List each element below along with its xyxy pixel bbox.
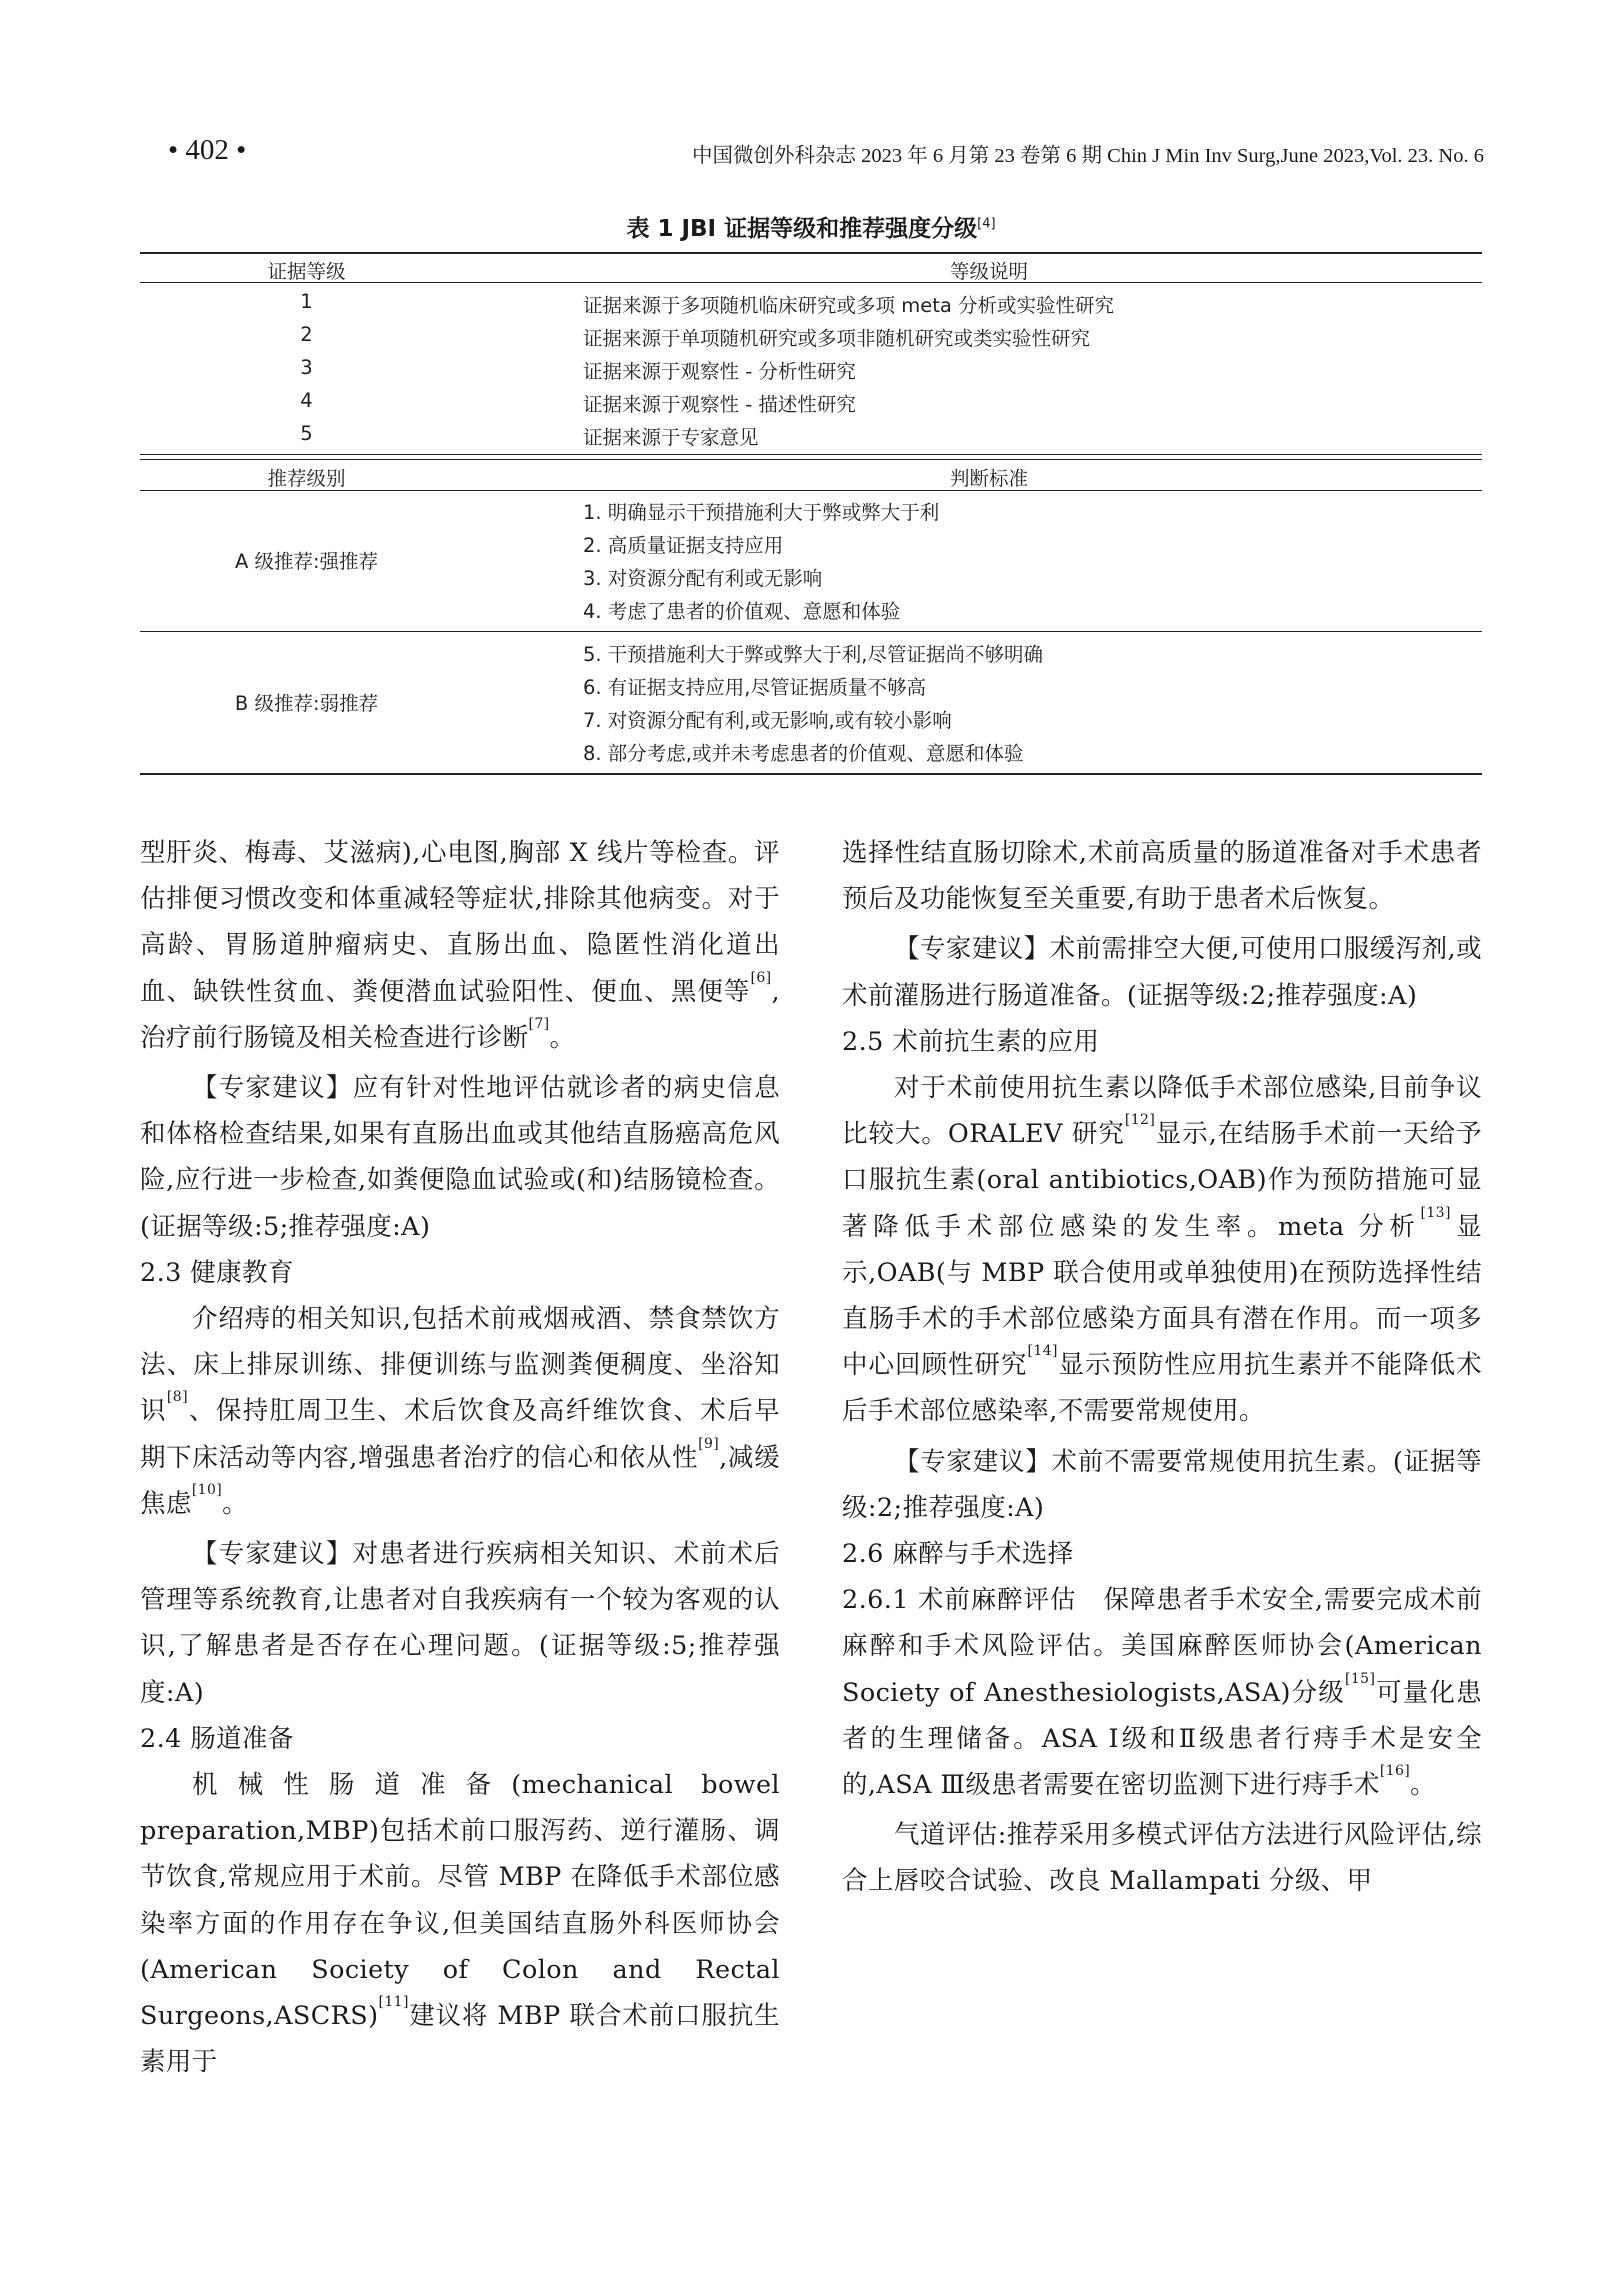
evidence-level-header: 证据等级 (267, 260, 346, 283)
left-column (140, 830, 780, 2085)
table-caption-ref: [4] (977, 216, 996, 232)
page-number: • 402 • (168, 134, 247, 166)
running-header (0, 134, 1622, 174)
rec-grade: A 级推荐:强推荐 (234, 550, 379, 573)
evidence-level: 1 (300, 290, 313, 313)
rec-criterion: 8. 部分考虑,或并未考虑患者的价值观、意愿和体验 (583, 742, 1024, 765)
section-heading-2-5: 2.5 术前抗生素的应用 (842, 1026, 1100, 1057)
table-mid-rule-1 (140, 454, 1482, 455)
citation-ref: [8] (166, 1389, 188, 1406)
citation-ref: [16] (1379, 1763, 1411, 1780)
body-paragraph: 机械性肠道准备(mechanical bowel preparation,MBP)包括术前口服泻药、逆行灌肠、调节饮食,常规应用于术前。尽管 MBP 在降低手术部位感染率方面的作用存在争议,但美国结直肠外科医师协会(American Society of Colon and Rectal Surgeons,ASCRS)[11]建议将 MBP 联合术前口服抗生素用于 (140, 1770, 780, 2078)
table-top-rule (140, 252, 1482, 254)
evidence-desc: 证据来源于单项随机研究或多项非随机研究或类实验性研究 (583, 327, 1091, 350)
rec-criterion: 6. 有证据支持应用,尽管证据质量不够高 (583, 676, 927, 699)
rec-criterion: 1. 明确显示干预措施利大于弊或弊大于利 (583, 501, 940, 524)
expert-recommendation: 【专家建议】对患者进行疾病相关知识、术前术后管理等系统教育,让患者对自我疾病有一个较为客观的认识,了解患者是否存在心理问题。(证据等级:5;推荐强度:A) (140, 1539, 780, 1708)
citation-ref: [14] (1027, 1343, 1058, 1360)
rec-criterion: 7. 对资源分配有利,或无影响,或有较小影响 (583, 709, 952, 732)
citation-ref: [11] (378, 1994, 409, 2011)
evidence-desc: 证据来源于专家意见 (583, 426, 759, 449)
citation-ref: [13] (1420, 1204, 1451, 1221)
subsection-heading-2-6-1: 2.6.1 术前麻醉评估 (842, 1585, 1077, 1616)
citation-ref: [12] (1124, 1112, 1156, 1129)
citation-ref: [6] (750, 969, 772, 986)
citation-ref: [15] (1344, 1670, 1376, 1687)
rec-criterion: 3. 对资源分配有利或无影响 (583, 567, 823, 590)
rec-criteria-header: 判断标准 (950, 467, 1029, 490)
rec-criterion: 2. 高质量证据支持应用 (583, 534, 784, 557)
evidence-desc: 证据来源于观察性 - 分析性研究 (583, 360, 856, 383)
evidence-level: 3 (300, 356, 313, 379)
table-caption-text: 表 1 JBI 证据等级和推荐强度分级 (626, 216, 978, 242)
body-paragraph: 气道评估:推荐采用多模式评估方法进行风险评估,综合上唇咬合试验、改良 Mallampati 分级、甲 (842, 1820, 1482, 1897)
body-paragraph: 2.6.1 术前麻醉评估 保障患者手术安全,需要完成术前麻醉和手术风险评估。美国麻醉医师协会(American Society of Anesthesiologists,ASA)分级[15]可量化患者的生理储备。ASA Ⅰ级和Ⅱ级患者行痔手术是安全的,ASA Ⅲ级患者需要在密切监测下进行痔手术[16]。 (842, 1585, 1482, 1801)
citation-ref: [10] (191, 1481, 223, 1498)
evidence-level: 4 (300, 389, 313, 412)
table-mid-rule-2 (140, 459, 1482, 460)
body-paragraph: 对于术前使用抗生素以降低手术部位感染,目前争议比较大。ORALEV 研究[12]显示,在结肠手术前一天给予口服抗生素(oral antibiotics,OAB)作为预防措施可显著降低手术部位感染的发生率。meta 分析[13]显示,OAB(与 MBP 联合使用或单独使用)在预防选择性结直肠手术的手术部位感染方面具有潜在作用。而一项多中心回顾性研究[14]显示预防性应用抗生素并不能降低术后手术部位感染率,不需要常规使用。 (842, 1073, 1482, 1427)
journal-citation: 中国微创外科杂志 2023 年 6 月第 23 卷第 6 期 Chin J Min Inv Surg,June 2023,Vol. 23. No. 6 (692, 145, 1484, 167)
right-column (842, 830, 1482, 1905)
rec-grade-header: 推荐级别 (267, 467, 346, 490)
evidence-desc: 证据来源于多项随机临床研究或多项 meta 分析或实验性研究 (583, 294, 1114, 317)
rec-criterion: 5. 干预措施利大于弊或弊大于利,尽管证据尚不够明确 (583, 643, 1044, 666)
section-heading-2-4: 2.4 肠道准备 (140, 1723, 294, 1754)
body-paragraph: 选择性结直肠切除术,术前高质量的肠道准备对手术患者预后及功能恢复至关重要,有助于患者术后恢复。 (842, 838, 1482, 915)
evidence-level: 5 (300, 422, 313, 445)
section-heading-2-3: 2.3 健康教育 (140, 1257, 294, 1288)
table-group-rule (140, 631, 1482, 632)
expert-recommendation: 【专家建议】应有针对性地评估就诊者的病史信息和体格检查结果,如果有直肠出血或其他结直肠癌高危风险,应行进一步检查,如粪便隐血试验或(和)结肠镜检查。(证据等级:5;推荐强度:A) (140, 1073, 780, 1242)
evidence-desc-header: 等级说明 (950, 260, 1029, 283)
rec-grade: B 级推荐:弱推荐 (234, 692, 379, 715)
evidence-desc: 证据来源于观察性 - 描述性研究 (583, 393, 856, 416)
expert-recommendation: 【专家建议】术前不需要常规使用抗生素。(证据等级:2;推荐强度:A) (842, 1446, 1482, 1523)
evidence-level: 2 (300, 323, 313, 346)
table-caption (0, 210, 1622, 243)
citation-ref: [7] (528, 1015, 550, 1032)
expert-recommendation: 【专家建议】术前需排空大便,可使用口服缓泻剂,或术前灌肠进行肠道准备。(证据等级:2;推荐强度:A) (842, 934, 1482, 1011)
section-heading-2-6: 2.6 麻醉与手术选择 (842, 1539, 1074, 1570)
citation-ref: [9] (698, 1435, 720, 1452)
rec-criterion: 4. 考虑了患者的价值观、意愿和体验 (583, 600, 901, 623)
table-bottom-rule (140, 773, 1482, 775)
body-paragraph: 介绍痔的相关知识,包括术前戒烟戒酒、禁食禁饮方法、床上排尿训练、排便训练与监测粪便稠度、坐浴知识[8]、保持肛周卫生、术后饮食及高纤维饮食、术后早期下床活动等内容,增强患者治疗的信心和依从性[9],减缓焦虑[10]。 (140, 1304, 780, 1519)
body-paragraph: 型肝炎、梅毒、艾滋病),心电图,胸部 X 线片等检查。评估排便习惯改变和体重减轻等症状,排除其他病变。对于高龄、胃肠道肿瘤病史、直肠出血、隐匿性消化道出血、缺铁性贫血、粪便潜血试验阳性、便血、黑便等[6],治疗前行肠镜及相关检查进行诊断[7]。 (140, 838, 780, 1053)
